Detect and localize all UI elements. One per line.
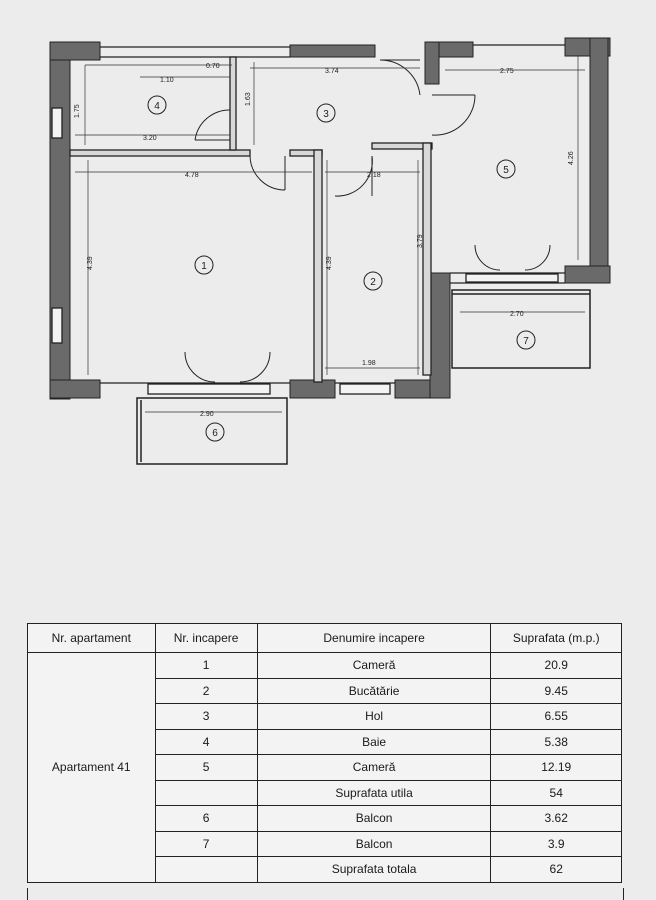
room-name-cell: Balcon: [257, 831, 491, 857]
room-area-cell: 3.62: [491, 806, 622, 832]
dim-label: 2.70: [510, 311, 524, 318]
dim-label: 1.10: [160, 77, 174, 84]
room-marker-4: 4: [154, 101, 160, 112]
room-number-cell: [155, 780, 257, 806]
dim-label: 2.90: [200, 411, 214, 418]
dim-label: 0.70: [206, 63, 220, 70]
room-number-cell: 6: [155, 806, 257, 832]
room-area-cell: 54: [491, 780, 622, 806]
dim-label: 1.63: [245, 92, 252, 106]
room-marker-6: 6: [212, 428, 218, 439]
room-area-cell: 3.9: [491, 831, 622, 857]
dim-label: 3.74: [325, 68, 339, 75]
header-area: Suprafata (m.p.): [491, 624, 622, 653]
room-area-cell: 62: [491, 857, 622, 883]
dim-label: 3.20: [143, 135, 157, 142]
room-area-cell: 5.38: [491, 729, 622, 755]
dim-label: 4.26: [568, 151, 575, 165]
room-number-cell: 5: [155, 755, 257, 781]
room-area-table: [27, 623, 622, 883]
room-number-cell: [155, 857, 257, 883]
room-name-cell: Bucătărie: [257, 678, 491, 704]
dim-label: 2.75: [500, 68, 514, 75]
dim-label: 1.98: [362, 360, 376, 367]
room-name-cell: Cameră: [257, 653, 491, 679]
apartment-cell: Apartament 41: [28, 653, 156, 883]
wall-outlines: [52, 45, 565, 394]
room-name-cell: Balcon: [257, 806, 491, 832]
table-row: [28, 653, 622, 679]
room-area-cell: 20.9: [491, 653, 622, 679]
room-marker-1: 1: [201, 261, 207, 272]
room-name-cell: Suprafata totala: [257, 857, 491, 883]
room-area-cell: 6.55: [491, 704, 622, 730]
room-marker-5: 5: [503, 165, 509, 176]
room-marker-7: 7: [523, 336, 529, 347]
room-marker-2: 2: [370, 277, 376, 288]
dim-label: 4.39: [87, 256, 94, 270]
dimension-lines: [75, 55, 585, 412]
room-area-cell: 12.19: [491, 755, 622, 781]
header-apartment: Nr. apartament: [28, 624, 156, 653]
header-room-number: Nr. incapere: [155, 624, 257, 653]
room-name-cell: Cameră: [257, 755, 491, 781]
dim-label: 2.18: [367, 172, 381, 179]
room-number-cell: 3: [155, 704, 257, 730]
door-swings: [185, 60, 550, 382]
dim-label: 1.75: [74, 104, 81, 118]
room-name-cell: Baie: [257, 729, 491, 755]
room-area-cell: 9.45: [491, 678, 622, 704]
table-header-row: [28, 624, 622, 653]
room-number-cell: 1: [155, 653, 257, 679]
room-name-cell: Suprafata utila: [257, 780, 491, 806]
room-number-cell: 7: [155, 831, 257, 857]
dim-label: 4.78: [185, 172, 199, 179]
room-name-cell: Hol: [257, 704, 491, 730]
dim-label: 3.79: [417, 234, 424, 248]
room-number-cell: 2: [155, 678, 257, 704]
header-room-name: Denumire incapere: [257, 624, 491, 653]
room-number-cell: 4: [155, 729, 257, 755]
dim-label: 4.39: [326, 256, 333, 270]
table-continuation: [27, 888, 624, 900]
room-marker-3: 3: [323, 109, 329, 120]
